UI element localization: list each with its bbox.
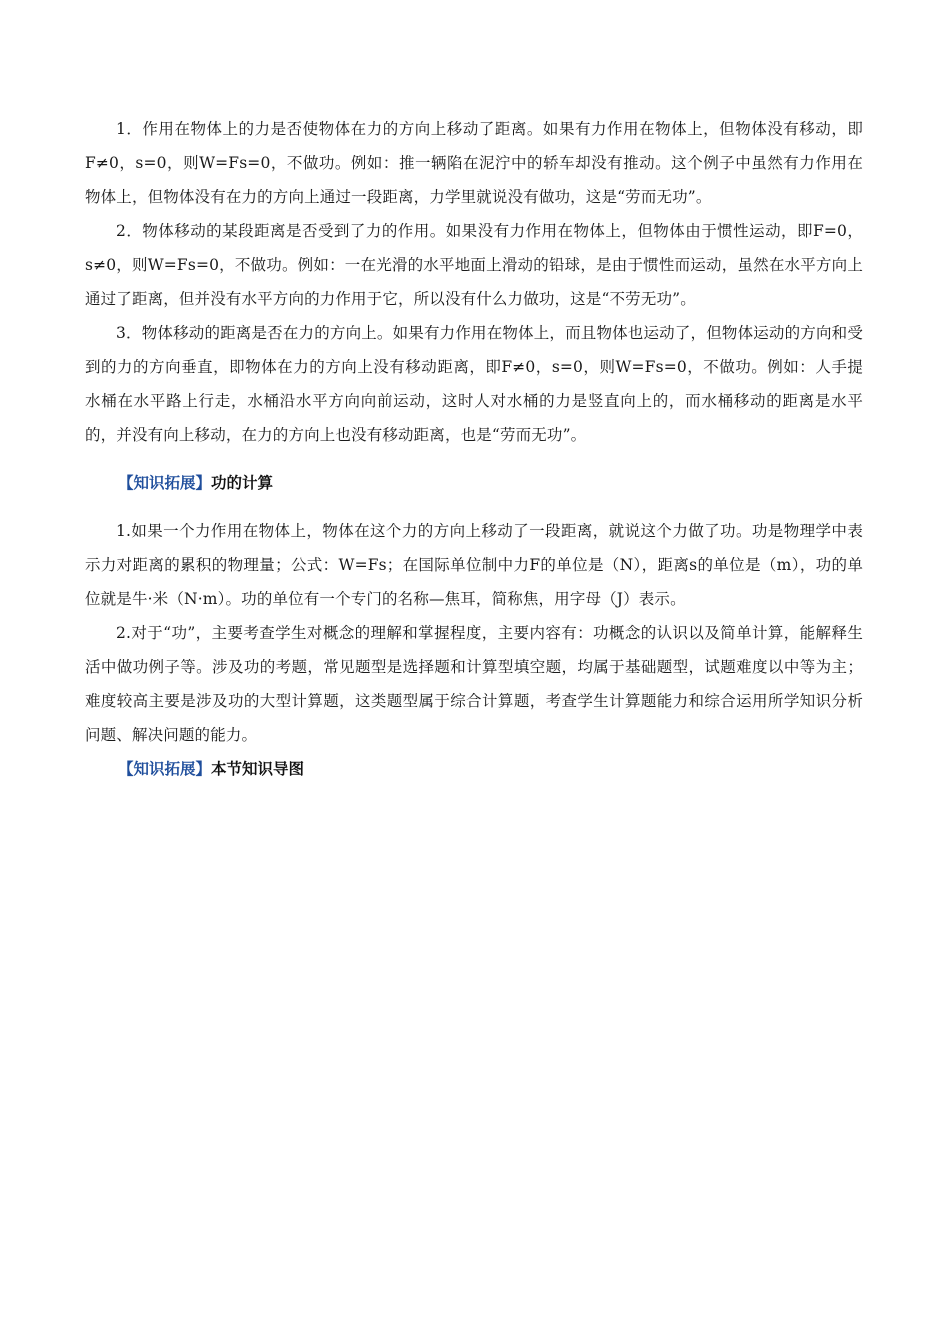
- section-heading-bracket: 【知识拓展】: [118, 760, 212, 778]
- section-heading-title: 本节知识导图: [211, 760, 305, 778]
- paragraph-work-condition-3: 3．物体移动的距离是否在力的方向上。如果有力作用在物体上，而且物体也运动了，但物体运动的方向和受到的力的方向垂直，即物体在力的方向上没有移动距离，即F≠0，s=0，则W=Fs=0，不做功。例如：人手提水桶在水平路上行走，水桶沿水平方向向前运动，这时人对水桶的力是竖直向上的，而水桶移动的距离是水平的，并没有向上移动，在力的方向上也没有移动距离，也是“劳而无功”。: [85, 324, 863, 444]
- section-heading-knowledge-map: [85, 752, 863, 786]
- section-heading-title: 功的计算: [211, 474, 274, 492]
- paragraph-exam-focus: 2.对于“功”，主要考查学生对概念的理解和掌握程度，主要内容有：功概念的认识以及简单计算，能解释生活中做功例子等。涉及功的考题，常见题型是选择题和计算型填空题，均属于基础题型，试题难度以中等为主；难度较高主要是涉及功的大型计算题，这类题型属于综合计算题，考查学生计算题能力和综合运用所学知识分析问题、解决问题的能力。: [85, 624, 863, 744]
- document-page: [85, 112, 863, 786]
- section-heading-bracket: 【知识拓展】: [118, 474, 212, 492]
- section-heading-work-calculation: [85, 466, 863, 500]
- paragraph-work-condition-2: 2．物体移动的某段距离是否受到了力的作用。如果没有力作用在物体上，但物体由于惯性运动，即F=0，s≠0，则W=Fs=0，不做功。例如：一在光滑的水平地面上滑动的铅球，是由于惯性而运动，虽然在水平方向上通过了距离，但并没有水平方向的力作用于它，所以没有什么力做功，这是“不劳无功”。: [85, 222, 863, 308]
- paragraph-work-condition-1: 1．作用在物体上的力是否使物体在力的方向上移动了距离。如果有力作用在物体上，但物体没有移动，即F≠0，s=0，则W=Fs=0，不做功。例如：推一辆陷在泥泞中的轿车却没有推动。这个例子中虽然有力作用在物体上，但物体没有在力的方向上通过一段距离，力学里就说没有做功，这是“劳而无功”。: [85, 120, 863, 206]
- paragraph-work-definition: 1.如果一个力作用在物体上，物体在这个力的方向上移动了一段距离，就说这个力做了功。功是物理学中表示力对距离的累积的物理量；公式：W=Fs；在国际单位制中力F的单位是（N），距离s的单位是（m），功的单位就是牛·米（N·m）。功的单位有一个专门的名称—焦耳，简称焦，用字母（J）表示。: [85, 522, 863, 608]
